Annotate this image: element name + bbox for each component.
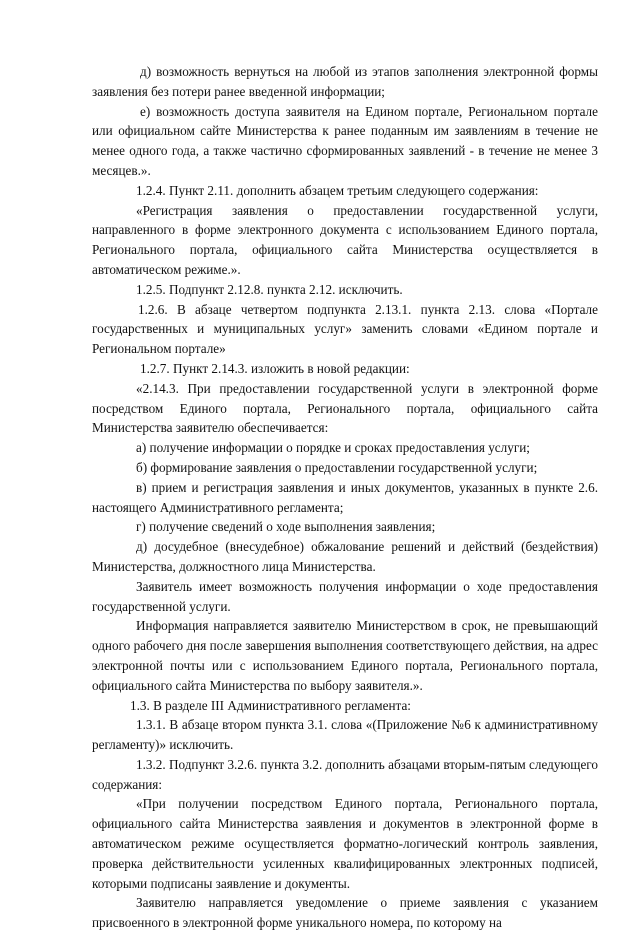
paragraph-applicant-info: Заявитель имеет возможность получения информации о ходе предоставления государственной услуги. bbox=[92, 578, 598, 614]
paragraph-e-access: е) возможность доступа заявителя на Едином портале, Региональном портале или официальном сайте Министерства к ранее поданным им заявлениям в течение не менее одного года, а также частично сформированных заявлений - в течение не менее 3 месяцев.». bbox=[92, 103, 598, 178]
paragraph-item-g: г) получение сведений о ходе выполнения заявления; bbox=[136, 519, 436, 535]
paragraph-1-2-6: 1.2.6. В абзаце четвертом подпункта 2.13.1. пункта 2.13. слова «Портале государственных и муниципальных услуг» заменить словами «Едином портале и Региональном портале» bbox=[92, 301, 598, 357]
paragraph-notification: Заявителю направляется уведомление о приеме заявления с указанием присвоенного в электронной форме уникального номера, по которому на bbox=[92, 895, 598, 931]
paragraph-1-3-2: 1.3.2. Подпункт 3.2.6. пункта 3.2. дополнить абзацами вторым-пятым следующего содержания: bbox=[92, 756, 598, 792]
paragraph-2-14-3: «2.14.3. При предоставлении государственной услуги в электронной форме посредством Единого портала, Регионального портала, официального сайта Министерства заявителю обеспечивается: bbox=[92, 380, 598, 436]
paragraph-1-2-4: 1.2.4. Пункт 2.11. дополнить абзацем третьим следующего содержания: bbox=[136, 182, 539, 198]
paragraph-item-b: б) формирование заявления о предоставлении государственной услуги; bbox=[136, 459, 538, 475]
paragraph-1-2-7: 1.2.7. Пункт 2.14.3. изложить в новой редакции: bbox=[140, 360, 410, 376]
paragraph-1-3: 1.3. В разделе III Административного регламента: bbox=[130, 697, 411, 713]
paragraph-registration: «Регистрация заявления о предоставлении государственной услуги, направленного в форме электронного документа с использованием Единого портала, Регионального портала, официального сайта Министерства осуществляется в автоматическом режиме.». bbox=[92, 202, 598, 277]
paragraph-item-v: в) прием и регистрация заявления и иных документов, указанных в пункте 2.6. настоящего Административного регламента; bbox=[92, 479, 598, 515]
paragraph-electronic-receipt: «При получении посредством Единого портала, Регионального портала, официального сайта Министерства заявления и документов в электронной форме в автоматическом режиме осуществляется форматно-логический контроль заявления, проверка действительности усиленных квалифицированных электронных подписей, которыми подписаны заявление и документы. bbox=[92, 796, 598, 891]
paragraph-item-a: а) получение информации о порядке и сроках предоставления услуги; bbox=[136, 440, 530, 456]
paragraph-d-return: д) возможность вернуться на любой из этапов заполнения электронной формы заявления без потери ранее введенной информации; bbox=[92, 64, 598, 99]
document-page bbox=[92, 62, 598, 933]
paragraph-1-2-5: 1.2.5. Подпункт 2.12.8. пункта 2.12. исключить. bbox=[136, 281, 403, 297]
paragraph-item-d: д) досудебное (внесудебное) обжалование решений и действий (бездействия) Министерства, должностного лица Министерства. bbox=[92, 539, 598, 574]
paragraph-information-sent: Информация направляется заявителю Министерством в срок, не превышающий одного рабочего дня после завершения выполнения соответствующего действия, на адрес электронной почты или с использованием Единого портала, Регионального портала, официального сайта Министерства по выбору заявителя.». bbox=[92, 618, 598, 693]
paragraph-1-3-1: 1.3.1. В абзаце втором пункта 3.1. слова «(Приложение №6 к административному регламенту)» исключить. bbox=[92, 717, 598, 753]
